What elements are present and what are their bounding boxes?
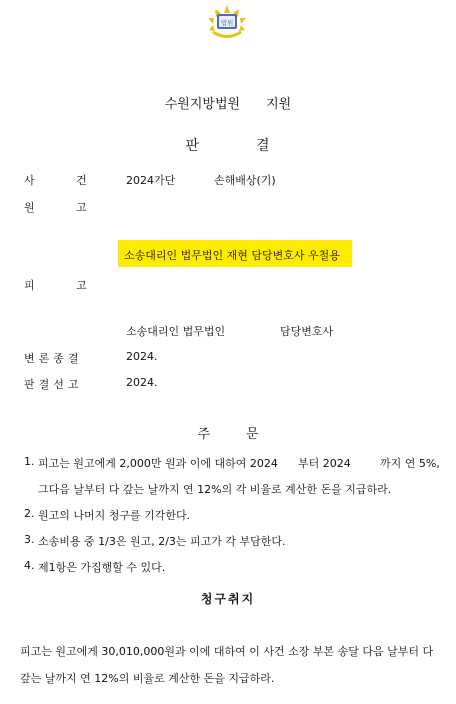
plaintiff-counsel-highlight bbox=[118, 240, 352, 267]
order-item-2-text: 원고의 나머지 청구를 기각한다. bbox=[38, 509, 191, 522]
court-branch: 지원 bbox=[266, 97, 292, 112]
case-label-text: 사 건 bbox=[24, 174, 87, 187]
title-char-1: 판 bbox=[185, 138, 200, 154]
plaintiff-label: 원 고 bbox=[24, 201, 87, 214]
seal-text: 법원 bbox=[220, 19, 234, 27]
court-name bbox=[0, 93, 456, 112]
judgment-date-label: 판결선고 bbox=[24, 378, 83, 391]
document-title bbox=[0, 135, 456, 155]
claims-line-1: 피고는 원고에게 30,010,000원과 이에 대하여 이 사건 소장 부본 송달 다음 날부터 다 bbox=[20, 645, 434, 658]
title-char-2: 결 bbox=[256, 138, 271, 154]
defendant-label: 피 고 bbox=[24, 279, 87, 292]
judgment-date: 2024. bbox=[126, 376, 158, 389]
order-item-1-text-b: 부터 2024 bbox=[298, 457, 351, 470]
court-seal-icon bbox=[205, 4, 249, 42]
plaintiff-counsel: 소송대리인 법무법인 재현 담당변호사 우철용 bbox=[124, 249, 340, 262]
claims-heading: 청구취지 bbox=[200, 592, 256, 606]
order-item-1-number: 1. bbox=[24, 455, 35, 468]
defendant-counsel-firm: 소송대리인 법무법인 bbox=[126, 325, 226, 338]
case-name: 손해배상(기) bbox=[214, 174, 276, 187]
order-item-2-number: 2. bbox=[24, 507, 35, 520]
claims-line-2: 갚는 날까지 연 12%의 비율로 계산한 돈을 지급하라. bbox=[20, 672, 275, 685]
closing-label: 변론종결 bbox=[24, 352, 83, 365]
order-item-4-number: 4. bbox=[24, 559, 35, 572]
order-item-1-text-a: 피고는 원고에게 2,000만 원과 이에 대하여 2024 bbox=[38, 457, 278, 470]
closing-date: 2024. bbox=[126, 350, 158, 363]
order-item-3-number: 3. bbox=[24, 533, 35, 546]
case-label bbox=[24, 172, 87, 188]
court-name-main: 수원지방법원 bbox=[164, 97, 241, 112]
order-item-3-text: 소송비용 중 1/3은 원고, 2/3는 피고가 각 부담한다. bbox=[38, 535, 286, 548]
case-number: 2024가단 bbox=[126, 174, 176, 187]
order-item-1-text-c: 까지 연 5%, bbox=[380, 457, 440, 470]
defendant-counsel-attorney: 담당변호사 bbox=[280, 325, 334, 338]
order-heading bbox=[0, 423, 456, 442]
order-item-1-continuation: 그다음 날부터 다 갚는 날까지 연 12%의 각 비율로 계산한 돈을 지급하라. bbox=[38, 483, 392, 496]
order-item-4-text: 제1항은 가집행할 수 있다. bbox=[38, 561, 166, 574]
order-heading-char-1: 주 bbox=[197, 427, 210, 442]
order-heading-char-2: 문 bbox=[246, 427, 259, 442]
